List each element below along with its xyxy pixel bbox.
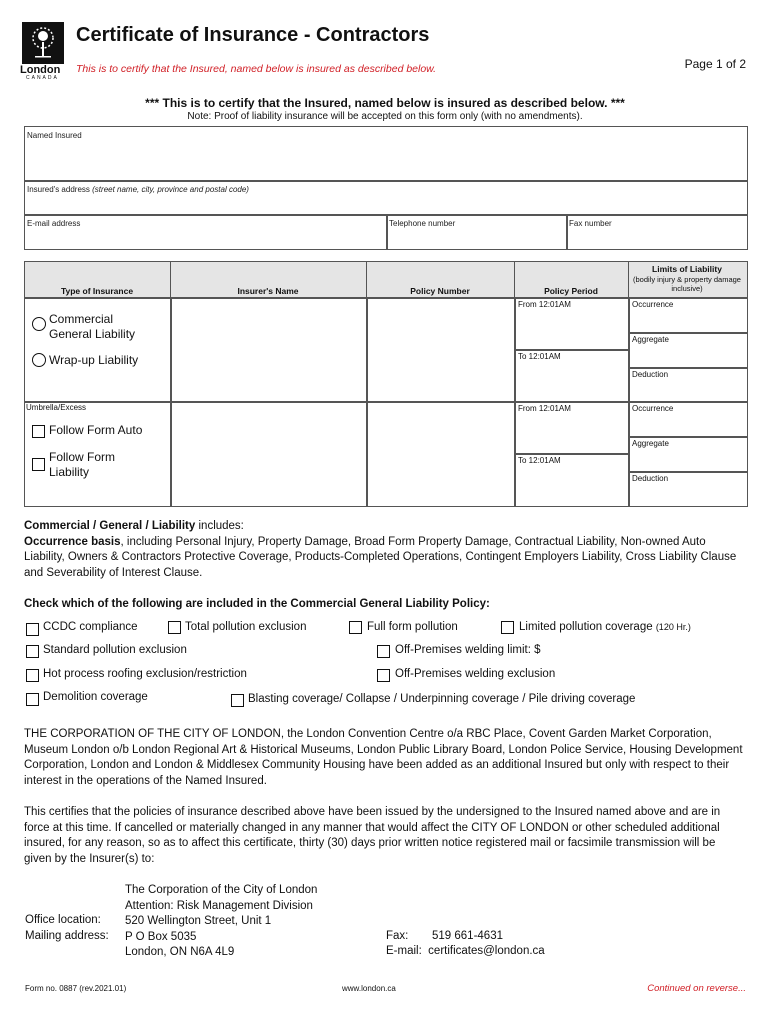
named-insured-label: Named Insured xyxy=(27,131,82,140)
wrapup-label: Wrap-up Liability xyxy=(49,353,139,367)
address-field[interactable] xyxy=(24,180,748,216)
umbrella-policy-cell[interactable] xyxy=(366,401,516,507)
cgl-from-label: From 12:01AM xyxy=(518,300,571,309)
follow-liability-checkbox[interactable] xyxy=(32,458,45,471)
demolition-label: Demolition coverage xyxy=(43,691,148,703)
standard-pollution-label: Standard pollution exclusion xyxy=(43,644,187,656)
welding-limit-checkbox[interactable] xyxy=(377,645,390,658)
blasting-checkbox[interactable] xyxy=(231,694,244,707)
city-logo-tree-icon xyxy=(22,22,64,64)
header-insurer: Insurer's Name xyxy=(237,286,299,296)
fax-field[interactable] xyxy=(566,214,748,250)
address-label: Insured's address (street name, city, province and postal code) xyxy=(27,185,249,194)
umbrella-occurrence-label: Occurrence xyxy=(632,404,674,413)
blasting-label: Blasting coverage/ Collapse / Underpinning coverage / Pile driving coverage xyxy=(248,693,636,705)
phone-input[interactable] xyxy=(391,231,565,249)
wrapup-radio[interactable] xyxy=(32,353,46,367)
cgl-to-label: To 12:01AM xyxy=(518,352,561,361)
welding-exclusion-checkbox[interactable] xyxy=(377,669,390,682)
follow-auto-checkbox[interactable] xyxy=(32,425,45,438)
logo-country: CANADA xyxy=(26,75,59,81)
email-contact: E-mail: certificates@london.ca xyxy=(386,945,545,957)
form-note: Note: Proof of liability insurance will be accepted on this form only (with no amendments). xyxy=(187,111,583,122)
total-pollution-checkbox[interactable] xyxy=(168,621,181,634)
cgl-occurrence-label: Occurrence xyxy=(632,300,674,309)
demolition-checkbox[interactable] xyxy=(26,693,39,706)
address-input[interactable] xyxy=(29,197,743,215)
limited-pollution-checkbox[interactable] xyxy=(501,621,514,634)
cgl-aggregate-label: Aggregate xyxy=(632,335,669,344)
coverage-description: Commercial / General / Liability includes: Occurrence basis, including Personal Injury, Property Damage, Broad Form Property Damage, Contractual Liability, Non-owned Auto Liability, Owners & Contractors Protective Coverage, Products-Completed Operations, Contingent Employers Liability, Cross Liability Clause and Severability of Interest Clause. xyxy=(24,520,737,579)
email-input[interactable] xyxy=(29,231,383,249)
cgl-deduction-label: Deduction xyxy=(632,370,669,379)
umbrella-from-label: From 12:01AM xyxy=(518,404,571,413)
welding-limit-label: Off-Premises welding limit: $ xyxy=(395,644,541,656)
page-title: Certificate of Insurance - Contractors xyxy=(76,24,430,46)
hot-roofing-checkbox[interactable] xyxy=(26,669,39,682)
continued-note: Continued on reverse... xyxy=(647,983,746,994)
standard-pollution-checkbox[interactable] xyxy=(26,645,39,658)
form-number: Form no. 0887 (rev.2021.01) xyxy=(25,984,127,993)
email-label: E-mail address xyxy=(27,219,81,228)
fax-contact-value: 519 661-4631 xyxy=(432,930,503,942)
ccdc-label: CCDC compliance xyxy=(43,621,138,633)
email-field[interactable] xyxy=(24,214,388,250)
header-limits: Limits of Liability xyxy=(652,264,722,274)
checklist-title: Check which of the following are included in the Commercial General Liability Policy: xyxy=(24,598,490,610)
follow-auto-label: Follow Form Auto xyxy=(49,423,143,437)
header-type: Type of Insurance xyxy=(60,286,134,296)
fax-contact-label: Fax: xyxy=(386,930,409,942)
umbrella-aggregate-label: Aggregate xyxy=(632,439,669,448)
welding-exclusion-label: Off-Premises welding exclusion xyxy=(395,668,556,680)
address-block: The Corporation of the City of London Attention: Risk Management Division 520 Wellington Street, Unit 1 P O Box 5035 London, ON N6A 4L9 xyxy=(125,884,318,958)
header-limits-note: (bodily injury & property damage inclusive) xyxy=(633,275,741,293)
certification-paragraph: This certifies that the policies of insurance described above have been issued by the undersigned to the Insured named above and are in force at this time. If cancelled or materially changed in any manner that would affect the CITY OF LONDON or other scheduled additional insured, for any reason, so as to affect this certificate, thirty (30) days prior written notice registered mail or facsimile transmission will be given by the Insurer(s) to: xyxy=(24,806,721,865)
page-number: Page 1 of 2 xyxy=(684,57,746,71)
limited-pollution-label: Limited pollution coverage (120 Hr.) xyxy=(519,621,691,633)
cgl-label: Commercial General Liability xyxy=(49,312,136,341)
umbrella-deduction-label: Deduction xyxy=(632,474,669,483)
umbrella-label: Umbrella/Excess xyxy=(26,403,87,412)
phone-field[interactable] xyxy=(386,214,568,250)
umbrella-to-label: To 12:01AM xyxy=(518,456,561,465)
cgl-insurer-cell[interactable] xyxy=(170,297,368,403)
umbrella-insurer-cell[interactable] xyxy=(170,401,368,507)
hot-roofing-label: Hot process roofing exclusion/restriction xyxy=(43,668,247,680)
named-insured-field[interactable] xyxy=(24,126,748,182)
phone-label: Telephone number xyxy=(389,219,456,228)
website-link[interactable]: www.london.ca xyxy=(342,984,396,993)
fax-label: Fax number xyxy=(569,219,612,228)
follow-liability-label: Follow Form Liability xyxy=(49,450,116,479)
fax-input[interactable] xyxy=(571,231,745,249)
header-policy: Policy Number xyxy=(410,286,470,296)
certify-heading: *** This is to certify that the Insured, named below is insured as described below. *** xyxy=(145,96,625,110)
ccdc-checkbox[interactable] xyxy=(26,623,39,636)
cgl-radio[interactable] xyxy=(32,317,46,331)
subtitle: This is to certify that the Insured, named below is insured as described below. xyxy=(76,63,437,75)
additional-insured-paragraph: THE CORPORATION OF THE CITY OF LONDON, the London Convention Centre o/a RBC Place, Covent Garden Market Corporation, Museum London o/b London Regional Art & Historical Museums, London Public Library Board, London Police Service, Housing Development Corporation, London and London & Middlesex Community Housing have been added as an additional Insured but only with respect to their interest in the operations of the Named Insured. xyxy=(24,728,743,787)
logo-wordmark: London xyxy=(20,64,61,76)
header-period: Policy Period xyxy=(544,286,598,296)
total-pollution-label: Total pollution exclusion xyxy=(185,621,307,633)
mailing-address-label: Mailing address: xyxy=(25,930,109,942)
full-pollution-checkbox[interactable] xyxy=(349,621,362,634)
office-location-label: Office location: xyxy=(25,914,101,926)
cgl-policy-cell[interactable] xyxy=(366,297,516,403)
full-pollution-label: Full form pollution xyxy=(367,621,458,633)
named-insured-input[interactable] xyxy=(29,145,743,177)
